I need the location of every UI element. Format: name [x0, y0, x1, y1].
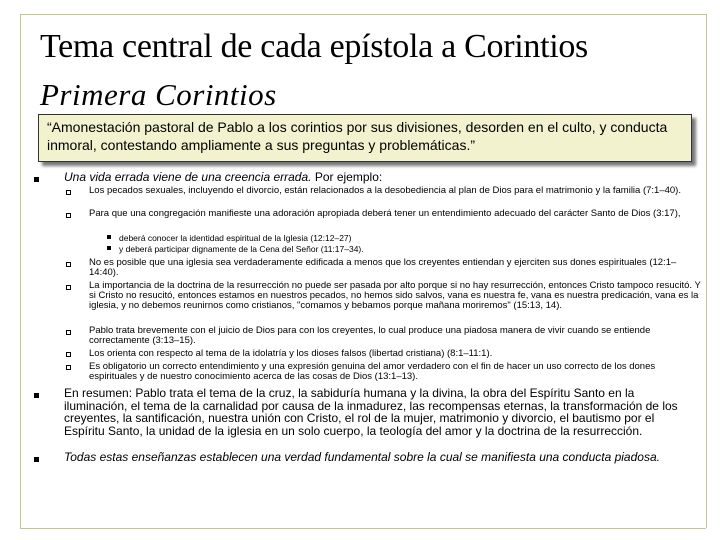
- summary-text: “Amonestación pastoral de Pablo a los corintios por sus divisiones, desorden en el culto, y conducta inmoral, contestando ampliamente a sus preguntas y problemáticas.”: [47, 119, 668, 153]
- sub-bullet-marker: [66, 352, 71, 357]
- sub-sub-item-2: y deberá participar dignamente de la Cena del Señor (11:17–34).: [119, 244, 364, 254]
- sub-sub-bullet-marker: [107, 246, 111, 250]
- sub-sub-bullet-marker: [107, 235, 111, 239]
- frame-left-line: [20, 14, 21, 528]
- sub-item-7: Es obligatorio un correcto entendimiento y una expresión genuina del amor verdadero con el fin de hacer un uso correcto de los dones espirituales y de nuestro conocimiento acerca de las cosas de Dios (13:1–13).: [89, 361, 656, 382]
- sub-item-6: Los orienta con respecto al tema de la idolatría y los dioses falsos (libertad cristiana) (8:1–11:1).: [89, 348, 493, 359]
- sub-item-2: Para que una congregación manifieste una adoración apropiada deberá tener un entendimiento adecuado del carácter Santo de Dios (3:17),: [89, 208, 681, 219]
- sub-item-4: La importancia de la doctrina de la resurrección no puede ser pasada por alto porque si no hay resurrección, entonces Cristo tampoco resucitó. Y si Cristo no resucitó, entonces estamos en nuestros pecados, no hemos sido salvos, vana es nuestra fe, vana es nuestra predicación, vana es la iglesia, y no debemos reunirnos como cristianos, "comamos y bebamos porque mañana moriremos" (15:13, 14).: [89, 280, 701, 311]
- sub-bullet-marker: [66, 262, 71, 267]
- sub-bullet-marker: [66, 285, 71, 290]
- sub-bullet-marker: [66, 190, 71, 195]
- item1-suffix: Por ejemplo:: [311, 170, 383, 184]
- sub-item-5: Pablo trata brevemente con el juicio de Dios para con los creyentes, lo cual produce una piadosa manera de vivir cuando se entiende correctamente (3:13–15).: [89, 325, 651, 346]
- sub-item-1: Los pecados sexuales, incluyendo el divorcio, están relacionados a la desobediencia al plan de Dios para el matrimonio y la familia (7:1–40).: [89, 185, 681, 196]
- bullet-marker: [34, 177, 39, 182]
- bullet-marker: [34, 393, 39, 398]
- sub-bullet-marker: [66, 365, 71, 370]
- frame-top-line: [20, 14, 706, 15]
- bullet-item-3: Todas estas enseñanzas establecen una verdad fundamental sobre la cual se manifiesta una conducta piadosa.: [64, 450, 660, 464]
- sub-bullet-marker: [66, 213, 71, 218]
- frame-right-line: [706, 14, 707, 528]
- slide-subtitle: Primera Corintios: [40, 77, 277, 112]
- bullet-marker: [34, 457, 39, 462]
- summary-box: [38, 114, 692, 162]
- item1-heading: Una vida errada viene de una creencia errada.: [64, 170, 312, 184]
- slide-title: Tema central de cada epístola a Corintios: [40, 28, 588, 65]
- sub-item-3: No es posible que una iglesia sea verdaderamente edificada a menos que los creyentes entiendan y ejerciten sus dones espirituales (12:1–14:40).: [89, 257, 677, 278]
- bullet-item-2: En resumen: Pablo trata el tema de la cruz, la sabiduría humana y la divina, la obra del Espíritu Santo en la iluminación, el tema de la carnalidad por causa de la inmadurez, las recompensas eternas, la transformación de los creyentes, la santificación, nuestra unión con Cristo, el rol de la mujer, matrimonio y divorcio, el bautismo por el Espíritu Santo, la unidad de la iglesia en un solo cuerpo, la teología del amor y la doctrina de la resurrección.: [64, 386, 678, 438]
- sub-bullet-marker: [66, 330, 71, 335]
- sub-sub-item-1: deberá conocer la identidad espiritual de la Iglesia (12:12–27): [119, 233, 352, 243]
- frame-bottom-line: [20, 528, 706, 529]
- bullet-item-1: [64, 171, 664, 184]
